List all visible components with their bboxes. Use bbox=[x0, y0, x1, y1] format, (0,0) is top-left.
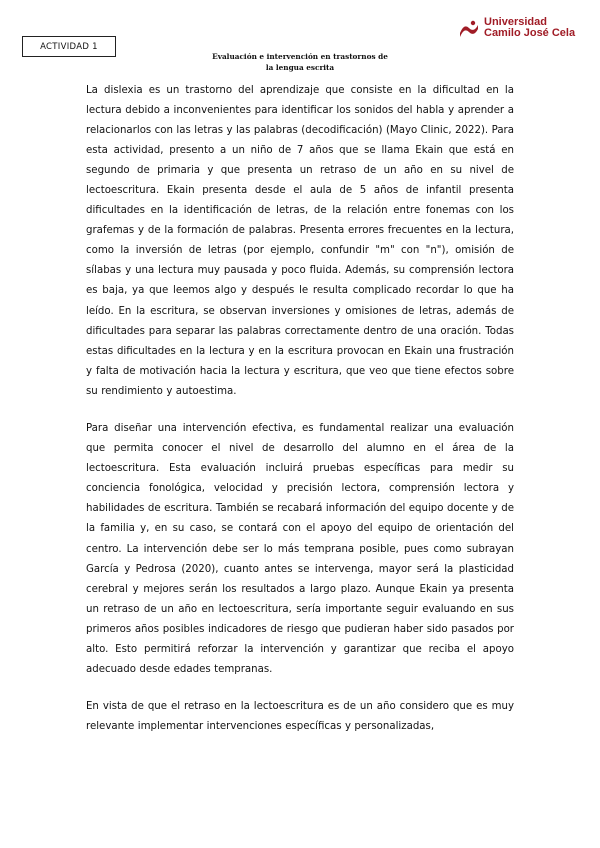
document-title bbox=[180, 51, 420, 73]
logo-line-2: Camilo José Cela bbox=[484, 27, 576, 39]
paragraph-3: En vista de que el retraso en la lectoescritura es de un año considero que es muy relevante implementar intervenciones específicas y personalizadas, bbox=[86, 701, 514, 733]
paragraph-2: Para diseñar una intervención efectiva, es fundamental realizar una evaluación que permita conocer el nivel de desarrollo del alumno en el área de la lectoescritura. Esta evaluación incluirá pruebas específicas para medir su conciencia fonológica, velocidad y precisión lectora, comprensión lectora y habilidades de escritura. También se recabará información del equipo docente y de la familia y, en su caso, se contará con el apoyo del equipo de orientación del centro. La intervención debe ser lo más temprana posible, pues como subrayan García y Pedrosa (2020), cuanto antes se intervenga, mayor será la plasticidad cerebral y mejores serán los resultados a largo plazo. Aunque Ekain ya presenta un retraso de un año en lectoescritura, sería importante seguir evaluando en sus primeros años posibles indicadores de riesgo que pudieran haber sido pasados por alto. Esto permitirá reforzar la intervención y garantizar que reciba el apoyo adecuado desde edades tempranas. bbox=[86, 423, 514, 675]
university-logo bbox=[458, 17, 598, 43]
paragraph-1: La dislexia es un trastorno del aprendizaje que consiste en la dificultad en la lectura debido a inconvenientes para identificar los sonidos del habla y aprender a relacionarlos con las letras y las palabras (decodificación) (Mayo Clinic, 2022). Para esta actividad, presento a un niño de 7 años que se llama Ekain que está en segundo de primaria y que presenta un retraso de un año en su nivel de lectoescritura. Ekain presenta desde el aula de 5 años de infantil presenta dificultades en la identificación de letras, de la relación entre fonemas con los grafemas y de la formación de palabras. Presenta errores frecuentes en la lectura, como la inversión de letras (por ejemplo, confundir "m" con "n"), omisión de sílabas y una lectura muy pausada y poco fluida. Además, su comprensión lectora es baja, ya que leemos algo y después le resulta complicado recordar lo que ha leído. En la escritura, se observan inversiones y omisiones de letras, además de dificultades para separar las palabras correctamente dentro de una oración. Todas estas dificultades en la lectura y en la escritura provocan en Ekain una frustración y falta de motivación hacia la lectura y escritura, que veo que tiene efectos sobre su rendimiento y autoestima. bbox=[86, 85, 514, 397]
document-body bbox=[86, 81, 514, 737]
university-emblem-icon bbox=[458, 19, 480, 39]
logo-line-1: Universidad bbox=[484, 16, 547, 28]
title-line-1: Evaluación e intervención en trastornos de bbox=[212, 52, 388, 61]
title-line-2: la lengua escrita bbox=[265, 63, 335, 72]
activity-label: ACTIVIDAD 1 bbox=[22, 36, 116, 57]
